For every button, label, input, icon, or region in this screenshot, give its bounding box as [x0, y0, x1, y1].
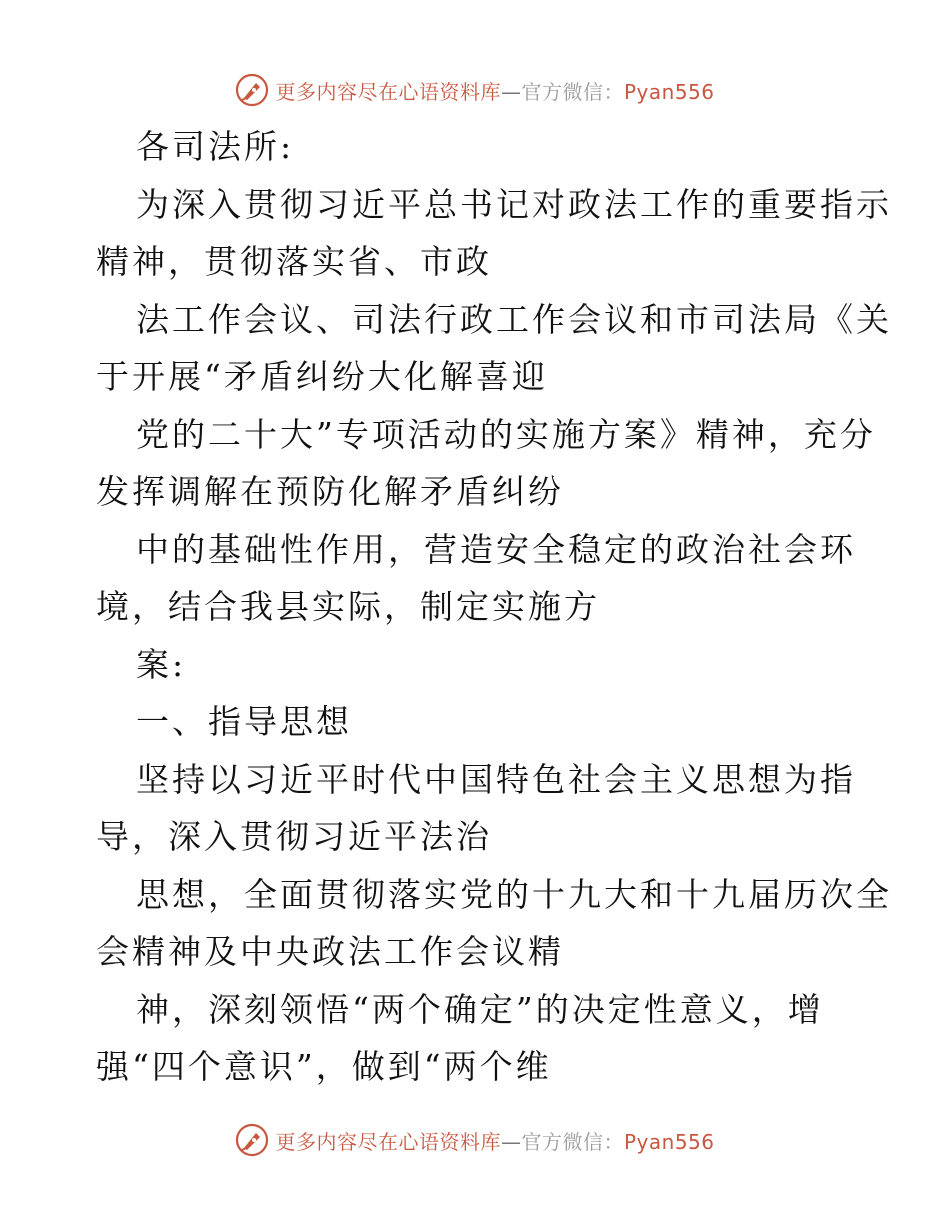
text-line: 党的二十大”专项活动的实施方案》精神，充分 — [136, 414, 876, 454]
pen-nib-logo-icon — [235, 73, 269, 107]
text-line: 案: — [136, 644, 187, 684]
watermark-text — [275, 76, 714, 105]
watermark-separator: — — [500, 1129, 522, 1154]
text-line: 导，深入贯彻习近平法治 — [96, 817, 492, 856]
text-line: 强“四个意识”，做到“两个维 — [96, 1047, 552, 1086]
watermark-separator: — — [500, 79, 522, 104]
text-line: 为深入贯彻习近平总书记对政法工作的重要指示 — [136, 184, 892, 224]
text-line: 神，深刻领悟“两个确定”的决定性意义，增 — [136, 989, 824, 1029]
pen-nib-logo-icon — [235, 1123, 269, 1157]
footer-watermark — [0, 1120, 950, 1160]
text-line: 各司法所: — [136, 127, 295, 166]
text-line: 坚持以习近平时代中国特色社会主义思想为指 — [136, 759, 856, 799]
text-line: 于开展“矛盾纠纷大化解喜迎 — [96, 357, 548, 396]
watermark-wechat-id: Pyan556 — [623, 1129, 715, 1154]
text-line: 思想，全面贯彻落实党的十九大和十九届历次全 — [136, 874, 892, 914]
text-line: 精神，贯彻落实省、市政 — [96, 242, 492, 281]
text-line: 中的基础性作用，营造安全稳定的政治社会环 — [136, 529, 856, 569]
header-watermark — [0, 70, 950, 110]
text-line: 会精神及中央政法工作会议精 — [96, 932, 564, 971]
text-line: 法工作会议、司法行政工作会议和市司法局《关 — [136, 299, 892, 339]
watermark-wechat-id: Pyan556 — [623, 79, 715, 104]
watermark-main: 更多内容尽在心语资料库 — [275, 1129, 501, 1154]
document-body — [96, 118, 892, 1096]
text-line: 发挥调解在预防化解矛盾纠纷 — [96, 472, 564, 511]
watermark-text — [275, 1126, 714, 1155]
text-line: 境，结合我县实际，制定实施方 — [96, 587, 600, 626]
watermark-main: 更多内容尽在心语资料库 — [275, 79, 501, 104]
text-line: 一、指导思想 — [136, 702, 352, 741]
watermark-wechat-label: 官方微信： — [521, 79, 624, 104]
watermark-wechat-label: 官方微信： — [521, 1129, 624, 1154]
